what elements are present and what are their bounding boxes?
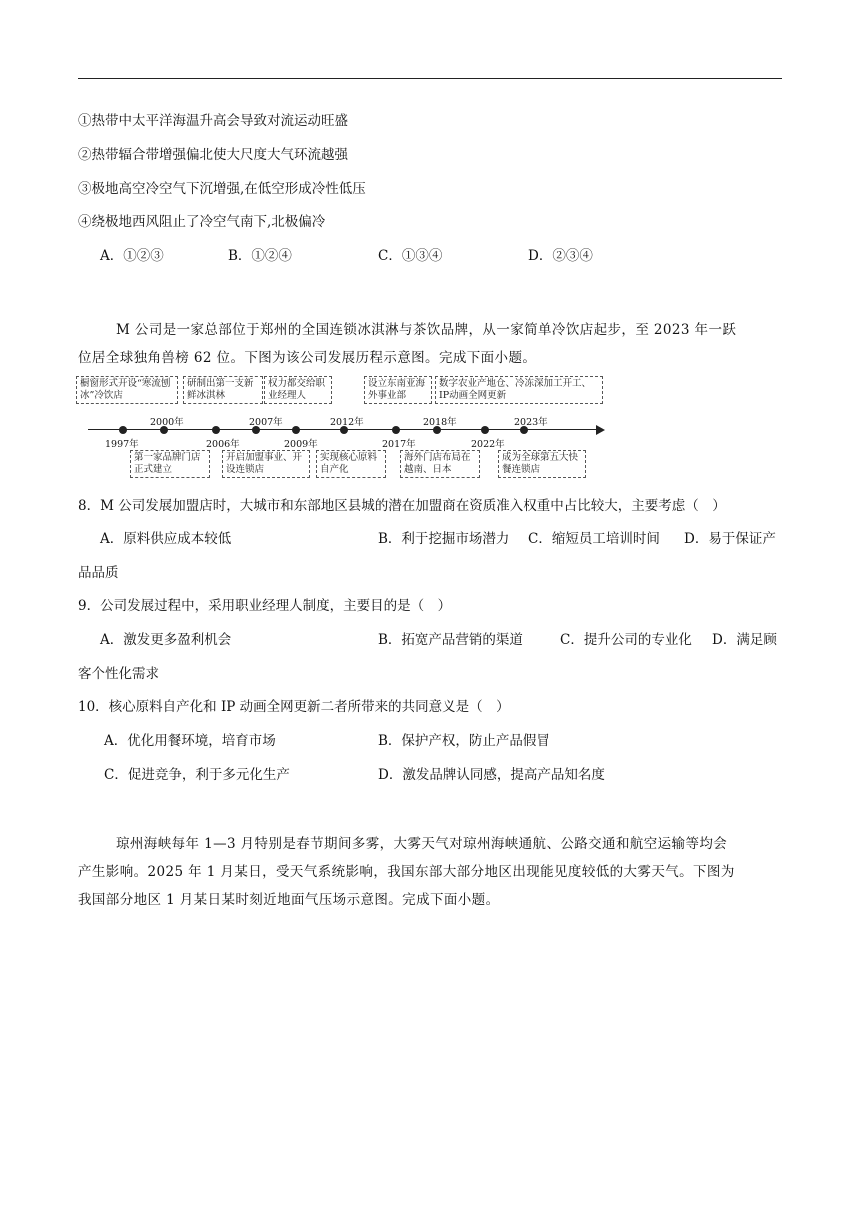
year-label: 1997年 (105, 439, 139, 450)
statement-2: ②热带辐合带增强偏北使大尺度大气环流越强 (78, 147, 348, 163)
q8-option-b: B．利于挖掘市场潜力 (378, 531, 510, 547)
option-b: B．①②④ (228, 248, 292, 264)
event-2023: 成为全球第五大快餐连锁店 (498, 450, 586, 478)
event-2006: 研制出第一支新鲜冰淇林 (183, 376, 263, 404)
q10-option-a: A．优化用餐环境，培育市场 (104, 733, 276, 749)
event-2012: 实现核心原料自产化 (316, 450, 386, 478)
year-label: 2017年 (382, 439, 416, 450)
development-timeline (76, 376, 616, 484)
q8-stem: 8．M 公司发展加盟店时，大城市和东部地区县城的潜在加盟商在资质准入权重中占比较大，主要考虑（ ） (78, 498, 726, 514)
q10-option-c: C．促进竞争，利于多元化生产 (104, 767, 290, 783)
timeline-dot (212, 426, 220, 434)
event-2009: 权力都交给职业经理人 (264, 376, 332, 404)
option-d: D．②③④ (528, 248, 593, 264)
year-label: 2009年 (284, 439, 318, 450)
year-label: 2022年 (471, 439, 505, 450)
statement-4: ④绕极地西风阻止了冷空气南下,北极偏冷 (78, 214, 326, 230)
statement-1: ①热带中太平洋海温升高会导致对流运动旺盛 (78, 113, 348, 129)
event-2018: 海外门店布局在越南、日本 (400, 450, 480, 478)
event-2007: 开启加盟事业、开设连锁店 (222, 450, 310, 478)
timeline-arrow-icon (596, 425, 605, 435)
q8-option-d: D．易于保证产 (684, 531, 776, 547)
q9-option-a: A．激发更多盈利机会 (100, 632, 232, 648)
q8-option-a: A．原料供应成本较低 (100, 531, 232, 547)
q10-stem: 10．核心原料自产化和 IP 动画全网更新二者所带来的共同意义是（ ） (78, 699, 510, 715)
material-q-line3: 我国部分地区 1 月某日某时刻近地面气压场示意图。完成下面小题。 (78, 892, 500, 908)
q9-option-b: B．拓宽产品营销的渠道 (378, 632, 523, 648)
year-label: 2006年 (206, 439, 240, 450)
q9-stem: 9．公司发展过程中，采用职业经理人制度，主要目的是（ ） (78, 598, 452, 614)
material-m-line2: 位居全球独角兽榜 62 位。下图为该公司发展历程示意图。完成下面小题。 (78, 350, 537, 366)
timeline-dot (392, 426, 400, 434)
q9-option-d: D．满足顾 (712, 632, 777, 648)
material-qiongzhou-paragraph (78, 830, 782, 914)
option-a: A．①②③ (100, 248, 164, 264)
q10-option-d: D．激发品牌认同感，提高产品知名度 (378, 767, 605, 783)
material-m-paragraph (78, 316, 782, 372)
event-2000: 第一家品牌门店正式建立 (130, 450, 210, 478)
q9-option-d-cont: 客个性化需求 (78, 666, 159, 682)
event-2022: 数字农业产地仓、冷冻深加工开工、IP动画全网更新 (435, 376, 603, 404)
material-m-line1: M 公司是一家总部位于郑州的全国连锁冰淇淋与茶饮品牌，从一家简单冷饮店起步，至 2023 年一跃 (116, 322, 737, 338)
year-label: 2023年 (514, 417, 548, 428)
material-q-line1: 琼州海峡每年 1—3 月特别是春节期间多雾，大雾天气对琼州海峡通航、公路交通和航空运输等均会 (116, 836, 728, 852)
option-c: C．①③④ (378, 248, 443, 264)
q10-option-b: B．保护产权，防止产品假冒 (378, 733, 550, 749)
timeline-dot (119, 426, 127, 434)
header-rule (78, 78, 782, 79)
statement-3: ③极地高空冷空气下沉增强,在低空形成冷性低压 (78, 181, 366, 197)
year-label: 2000年 (150, 417, 184, 428)
timeline-dot (481, 426, 489, 434)
year-label: 2012年 (330, 417, 364, 428)
year-label: 2018年 (423, 417, 457, 428)
material-q-line2: 产生影响。2025 年 1 月某日，受天气系统影响，我国东部大部分地区出现能见度较低的大雾天气。下图为 (78, 864, 735, 880)
q8-option-d-cont: 品品质 (78, 565, 119, 581)
q8-option-c: C．缩短员工培训时间 (528, 531, 660, 547)
q9-option-c: C．提升公司的专业化 (560, 632, 692, 648)
timeline-dot (292, 426, 300, 434)
year-label: 2007年 (249, 417, 283, 428)
event-1997: 橱窗形式开设“寒流刨冰”冷饮店 (76, 376, 178, 404)
event-2017: 设立东南亚海外事业部 (364, 376, 432, 404)
